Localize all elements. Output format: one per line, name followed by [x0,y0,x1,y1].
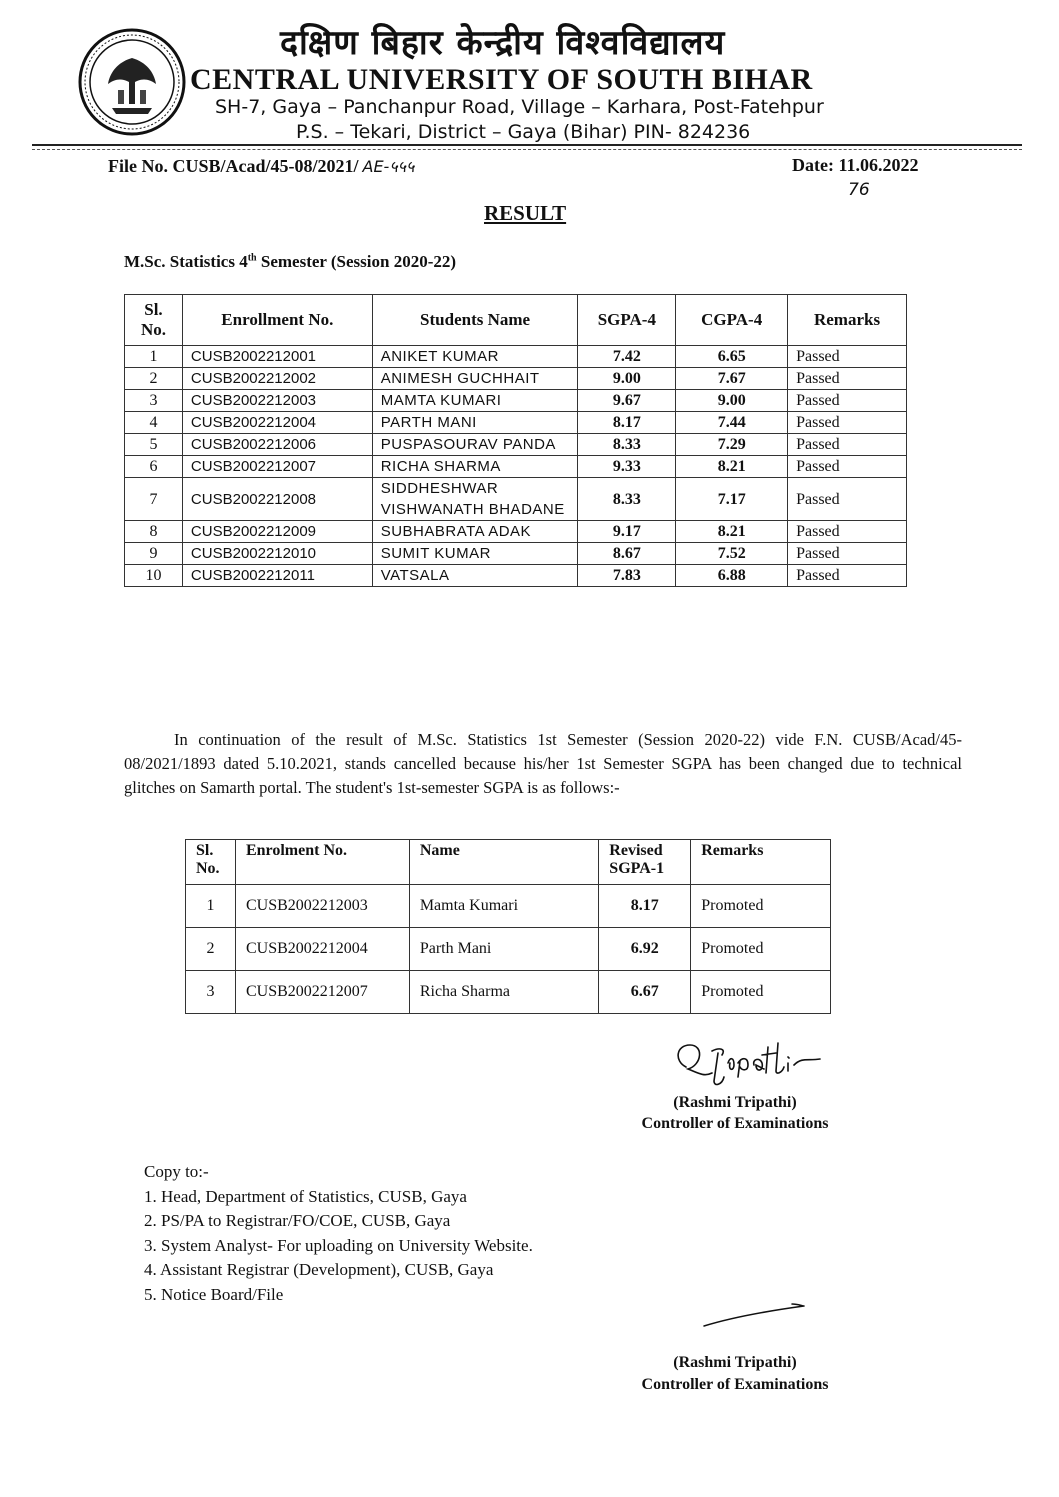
header-cgpa: CGPA-4 [676,295,788,346]
document-date: Date: 11.06.2022 [792,155,919,175]
cell-name: PUSPASOURAV PANDA [372,434,578,456]
list-item: 5. Notice Board/File [144,1284,284,1304]
cell-sl: 7 [125,478,183,521]
cell-remarks: Passed [788,543,907,565]
cell-remarks: Promoted [691,971,831,1014]
cell-sl: 9 [125,543,183,565]
cell-cgpa: 9.00 [676,390,788,412]
cell-sl: 3 [186,971,236,1014]
subtitle-part-2: Semester (Session 2020-22) [256,252,457,271]
cell-sgpa: 8.33 [578,478,676,521]
cell-name: Parth Mani [409,928,598,971]
address-line-2: P.S. – Tekari, District – Gaya (Bihar) PIN- 824236 [296,121,751,143]
cell-sgpa: 7.42 [578,346,676,368]
cell-enrollment: CUSB2002212007 [235,971,409,1014]
revised-table-header [186,840,831,885]
revised-sgpa-table [185,839,831,1014]
header-enrolment-no: Enrolment No. [235,840,409,885]
cell-name: VATSALA [372,565,578,587]
header-revised-sgpa: Revised SGPA-1 [599,840,691,885]
cell-remarks: Passed [788,412,907,434]
list-item: 1. Head, Department of Statistics, CUSB, Gaya [144,1186,467,1206]
header-name: Name [409,840,598,885]
table-row [125,434,907,456]
cell-remarks: Passed [788,390,907,412]
cell-cgpa: 8.21 [676,456,788,478]
address-line-1: SH-7, Gaya – Panchanpur Road, Village – Karhara, Post-Fatehpur [215,96,824,118]
header-enrollment-no: Enrollment No. [182,295,372,346]
cell-cgpa: 7.67 [676,368,788,390]
table-row [125,565,907,587]
cell-remarks: Passed [788,478,907,521]
header-remarks: Remarks [691,840,831,885]
cell-name: Mamta Kumari [409,885,598,928]
signatory-name-2: (Rashmi Tripathi) [673,1354,797,1371]
university-name-english: CENTRAL UNIVERSITY OF SOUTH BIHAR [190,63,813,96]
subtitle-part-1: M.Sc. Statistics 4 [124,252,248,271]
header-sgpa: SGPA-4 [578,295,676,346]
header-sl-no: Sl. No. [125,295,183,346]
cell-name: SIDDHESHWAR VISHWANATH BHADANE [372,478,578,521]
header-rule [32,144,1022,146]
cell-sgpa: 7.83 [578,565,676,587]
cell-remarks: Passed [788,565,907,587]
cell-remarks: Passed [788,521,907,543]
cell-cgpa: 7.52 [676,543,788,565]
result-table-header [125,295,907,346]
cell-remarks: Passed [788,368,907,390]
file-number-text: File No. CUSB/Acad/45-08/2021/ [108,156,359,176]
cell-sgpa: 8.67 [578,543,676,565]
cell-name: ANIMESH GUCHHAIT [372,368,578,390]
cell-sl: 10 [125,565,183,587]
signatory-name: (Rashmi Tripathi) [673,1094,797,1111]
cell-sgpa: 9.00 [578,368,676,390]
cell-enrollment: CUSB2002212002 [182,368,372,390]
file-number [108,155,414,177]
cell-enrollment: CUSB2002212008 [182,478,372,521]
signatory-designation: Controller of Examinations [641,1115,829,1132]
cell-name: PARTH MANI [372,412,578,434]
cell-cgpa: 6.65 [676,346,788,368]
cell-sl: 1 [125,346,183,368]
university-name-hindi: दक्षिण बिहार केन्द्रीय विश्वविद्यालय [280,23,726,63]
cell-sgpa: 8.17 [578,412,676,434]
cell-remarks: Promoted [691,928,831,971]
copy-to-heading: Copy to:- [144,1162,209,1181]
list-item: 3. System Analyst- For uploading on University Website. [144,1235,533,1255]
list-item: 4. Assistant Registrar (Development), CUSB, Gaya [144,1260,494,1279]
cell-sl: 8 [125,521,183,543]
cell-sgpa: 6.67 [599,971,691,1014]
cell-name: MAMTA KUMARI [372,390,578,412]
cell-cgpa: 6.88 [676,565,788,587]
cell-cgpa: 7.17 [676,478,788,521]
cell-enrollment: CUSB2002212009 [182,521,372,543]
table-row [125,412,907,434]
cell-sl: 2 [125,368,183,390]
cell-sgpa: 6.92 [599,928,691,971]
cell-name: Richa Sharma [409,971,598,1014]
signature-initial [700,1300,810,1330]
header-sl-no: Sl. No. [186,840,236,885]
table-row [186,971,831,1014]
cell-remarks: Passed [788,456,907,478]
table-row [125,456,907,478]
cell-sl: 3 [125,390,183,412]
cell-sl: 2 [186,928,236,971]
cell-sl: 5 [125,434,183,456]
cell-enrollment: CUSB2002212003 [235,885,409,928]
cell-sl: 6 [125,456,183,478]
list-item: 2. PS/PA to Registrar/FO/COE, CUSB, Gaya [144,1211,451,1230]
cell-name: SUMIT KUMAR [372,543,578,565]
cell-enrollment: CUSB2002212010 [182,543,372,565]
cell-cgpa: 8.21 [676,521,788,543]
cell-remarks: Passed [788,346,907,368]
cell-name: ANIKET KUMAR [372,346,578,368]
signatory-designation-2: Controller of Examinations [641,1376,829,1393]
cell-cgpa: 7.44 [676,412,788,434]
table-row [125,521,907,543]
cell-sl: 1 [186,885,236,928]
cell-remarks: Promoted [691,885,831,928]
cell-name: RICHA SHARMA [372,456,578,478]
result-subtitle [124,252,456,272]
header-remarks: Remarks [788,295,907,346]
continuation-paragraph: In continuation of the result of M.Sc. Statistics 1st Semester (Session 2020-22) vide F.N. CUSB/Acad/45-08/2021/1893 dated 5.10.2021, stands cancelled because his/her 1st Semester SGPA has been changed due to technical glitches on Samarth portal. The student's 1st-semester SGPA is as follows:- [124,730,962,797]
copy-to-list [144,1160,533,1307]
table-row [125,478,907,521]
page-title: RESULT [484,201,567,225]
table-row [186,885,831,928]
cell-enrollment: CUSB2002212003 [182,390,372,412]
signature-image [668,1037,838,1089]
table-row [186,928,831,971]
cell-enrollment: CUSB2002212004 [235,928,409,971]
cell-enrollment: CUSB2002212001 [182,346,372,368]
header-rule-dashed [32,149,1022,150]
cell-enrollment: CUSB2002212006 [182,434,372,456]
cell-enrollment: CUSB2002212011 [182,565,372,587]
handwritten-mark: 76 [848,180,870,200]
cell-cgpa: 7.29 [676,434,788,456]
result-table [124,294,907,587]
cell-sgpa: 9.17 [578,521,676,543]
table-row [125,543,907,565]
cell-enrollment: CUSB2002212007 [182,456,372,478]
subtitle-sup: th [247,252,257,264]
cell-enrollment: CUSB2002212004 [182,412,372,434]
university-seal-logo [78,28,186,136]
cell-sgpa: 8.33 [578,434,676,456]
cell-sgpa: 8.17 [599,885,691,928]
table-row [125,390,907,412]
cell-name: SUBHABRATA ADAK [372,521,578,543]
header-student-name: Students Name [372,295,578,346]
cell-sl: 4 [125,412,183,434]
table-row [125,346,907,368]
file-number-handwritten: AE-५५५ [362,157,415,176]
table-row [125,368,907,390]
cell-remarks: Passed [788,434,907,456]
cell-sgpa: 9.33 [578,456,676,478]
cell-sgpa: 9.67 [578,390,676,412]
